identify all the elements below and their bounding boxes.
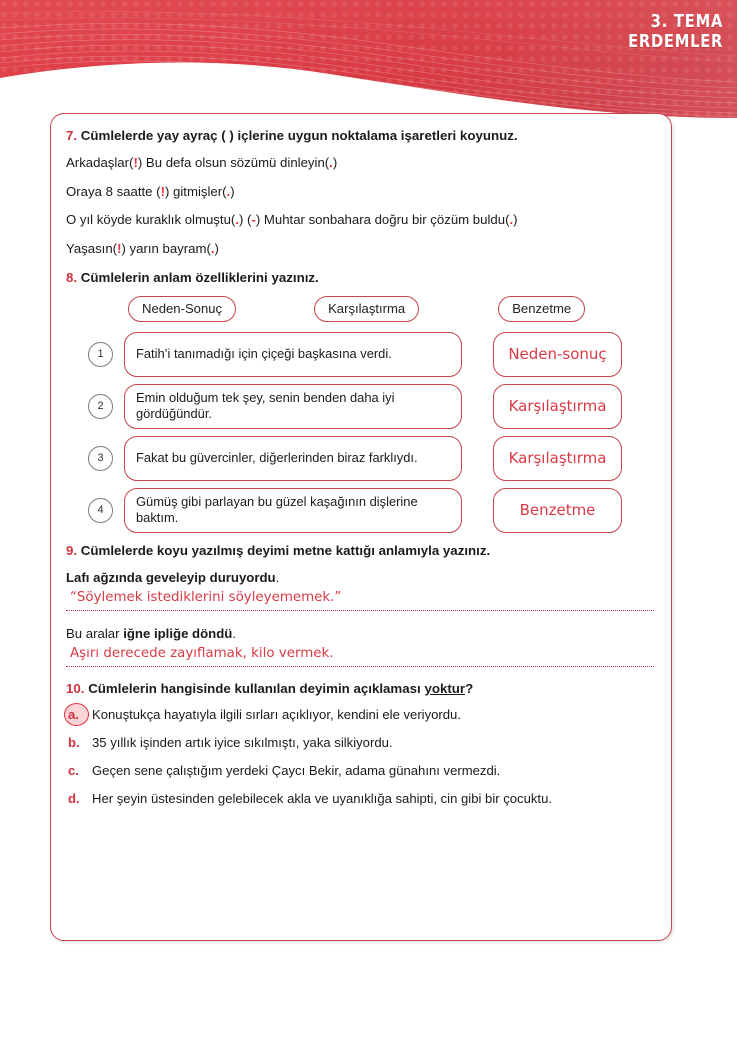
q7-s4-mark2[interactable]: .	[210, 240, 215, 256]
q8-match-row-3	[66, 436, 654, 481]
option-text-d: Her şeyin üstesinden gelebilecek akla ve uyanıklığa sahipti, cin gibi bir çocuktu.	[92, 791, 552, 807]
question-10-block	[66, 681, 654, 807]
q9-answer-field-2[interactable]: Aşırı derecede zayıflamak, kilo vermek.	[66, 645, 654, 667]
header-wave-graphic	[0, 0, 737, 118]
q9-idiom-sentence-1	[66, 569, 654, 586]
q8-match-row-4	[66, 488, 654, 533]
question-8-heading	[66, 269, 654, 287]
q7-s2-mark2[interactable]: .	[226, 183, 231, 199]
question-7-heading	[66, 127, 654, 145]
question-9-heading	[66, 542, 654, 560]
question-10-prompt-before: Cümlelerin hangisinde kullanılan deyimin açıklaması	[88, 681, 425, 696]
option-row-d[interactable]	[66, 790, 654, 807]
q7-s1-mark1[interactable]: !	[133, 154, 138, 170]
q7-s2-part3: )	[230, 183, 235, 199]
q7-s3-mark1[interactable]: .	[235, 212, 239, 228]
q7-s4-part2: ) yarın bayram(	[121, 240, 211, 256]
theme-name: ERDEMLER	[627, 32, 723, 53]
q9-s1-post: .	[275, 569, 280, 585]
question-10-prompt-after: ?	[465, 681, 474, 696]
q7-s3-part4: )	[513, 212, 518, 228]
row-number-badge: 3	[88, 446, 113, 471]
header-banner	[0, 0, 737, 118]
question-10-number: 10.	[66, 681, 85, 696]
q7-s4-part1: Yaşasın(	[66, 240, 118, 256]
q7-s3-mark2[interactable]: -	[251, 212, 256, 228]
q7-s4-part3: )	[214, 240, 219, 256]
question-9-block	[66, 542, 654, 667]
option-text-c: Geçen sene çalıştığım yerdeki Çaycı Bekir, adama günahını vermezdi.	[92, 763, 501, 779]
option-text-b: 35 yıllık işinden artık iyice sıkılmıştı, yaka silkiyordu.	[92, 735, 393, 751]
q9-idiom-sentence-2	[66, 625, 654, 642]
option-letter-b[interactable]: b.	[68, 735, 80, 751]
option-row-b[interactable]	[66, 734, 654, 751]
q8-answer-box[interactable]: Karşılaştırma	[493, 436, 622, 481]
q7-s3-mark3[interactable]: .	[509, 212, 514, 228]
question-9-prompt: Cümlelerde koyu yazılmış deyimi metne kattığı anlamıyla yazınız.	[80, 542, 491, 558]
q7-s3-part2: ) (	[238, 212, 252, 228]
word-bank-option-2[interactable]: Karşılaştırma	[314, 296, 419, 322]
spacer-2	[419, 296, 498, 322]
q7-sentence-1	[66, 154, 654, 171]
q7-s2-part1: Oraya 8 saatte (	[66, 183, 161, 199]
q8-match-row-2	[66, 384, 654, 429]
q7-s2-mark1[interactable]: !	[160, 183, 165, 199]
worksheet-content-card	[50, 113, 672, 941]
q9-answer-field-1[interactable]: “Söylemek istediklerini söyleyememek.”	[66, 589, 654, 611]
q9-s2-pre: Bu aralar	[66, 625, 124, 641]
question-10-prompt-underline: yoktur	[424, 681, 466, 696]
q7-s1-part2: ) Bu defa olsun sözümü dinleyin(	[137, 154, 330, 170]
theme-title	[628, 12, 723, 53]
option-row-c[interactable]	[66, 762, 654, 779]
q8-sentence-box: Fakat bu güvercinler, diğerlerinden biraz farklıydı.	[124, 436, 462, 481]
q7-sentence-2	[66, 183, 654, 200]
q7-s1-mark2[interactable]: .	[329, 154, 333, 170]
word-bank-option-1[interactable]: Neden-Sonuç	[128, 296, 236, 322]
q9-s1-idiom: Lafı ağzında geveleyip duruyordu	[66, 569, 276, 585]
q7-s1-part3: )	[332, 154, 338, 170]
q8-answer-box[interactable]: Neden-sonuç	[493, 332, 622, 377]
row-number-badge: 2	[88, 394, 113, 419]
q8-answer-box[interactable]: Benzetme	[493, 488, 622, 533]
question-7-number: 7.	[66, 128, 78, 143]
spacer-1	[236, 296, 314, 322]
option-letter-c[interactable]: c.	[68, 763, 79, 779]
question-8-number: 8.	[66, 269, 78, 285]
word-bank-option-3[interactable]: Benzetme	[498, 296, 585, 322]
q7-s4-mark1[interactable]: !	[117, 240, 122, 256]
q9-s2-idiom: iğne ipliğe döndü	[123, 625, 233, 641]
question-8-prompt: Cümlelerin anlam özelliklerini yazınız.	[80, 269, 319, 285]
question-9-number: 9.	[66, 542, 78, 558]
q7-s3-part1: O yıl köyde kuraklık olmuştu(	[66, 212, 236, 228]
q7-s3-part3: ) Muhtar sonbahara doğru bir çözüm buldu(	[255, 212, 510, 228]
row-number-badge: 4	[88, 498, 113, 523]
q7-sentence-4	[66, 240, 654, 257]
row-number-badge: 1	[88, 342, 113, 367]
q9-s2-post: .	[232, 625, 237, 641]
q8-answer-box[interactable]: Karşılaştırma	[493, 384, 622, 429]
q8-sentence-box: Emin olduğum tek şey, senin benden daha iyi gördüğündür.	[124, 384, 462, 429]
option-row-a[interactable]	[66, 706, 654, 723]
question-7-prompt: Cümlelerde yay ayraç ( ) içlerine uygun noktalama işaretleri koyunuz.	[80, 128, 518, 143]
option-letter-d[interactable]: d.	[68, 791, 80, 807]
question-10-heading	[66, 681, 654, 696]
q8-match-row-1	[66, 332, 654, 377]
theme-number: 3. TEMA	[650, 12, 723, 32]
q7-s1-part1: Arkadaşlar(	[66, 154, 134, 170]
option-text-a: Konuştukça hayatıyla ilgili sırları açıklıyor, kendini ele veriyordu.	[92, 707, 461, 722]
option-letter-a-selected[interactable]: a.	[68, 706, 92, 723]
q7-s2-part2: ) gitmişler(	[164, 183, 227, 199]
q8-word-bank	[66, 296, 654, 322]
q8-sentence-box: Gümüş gibi parlayan bu güzel kaşağının dişlerine baktım.	[124, 488, 462, 533]
q8-sentence-box: Fatih’i tanımadığı için çiçeği başkasına verdi.	[124, 332, 462, 377]
q7-sentence-3	[66, 211, 654, 228]
